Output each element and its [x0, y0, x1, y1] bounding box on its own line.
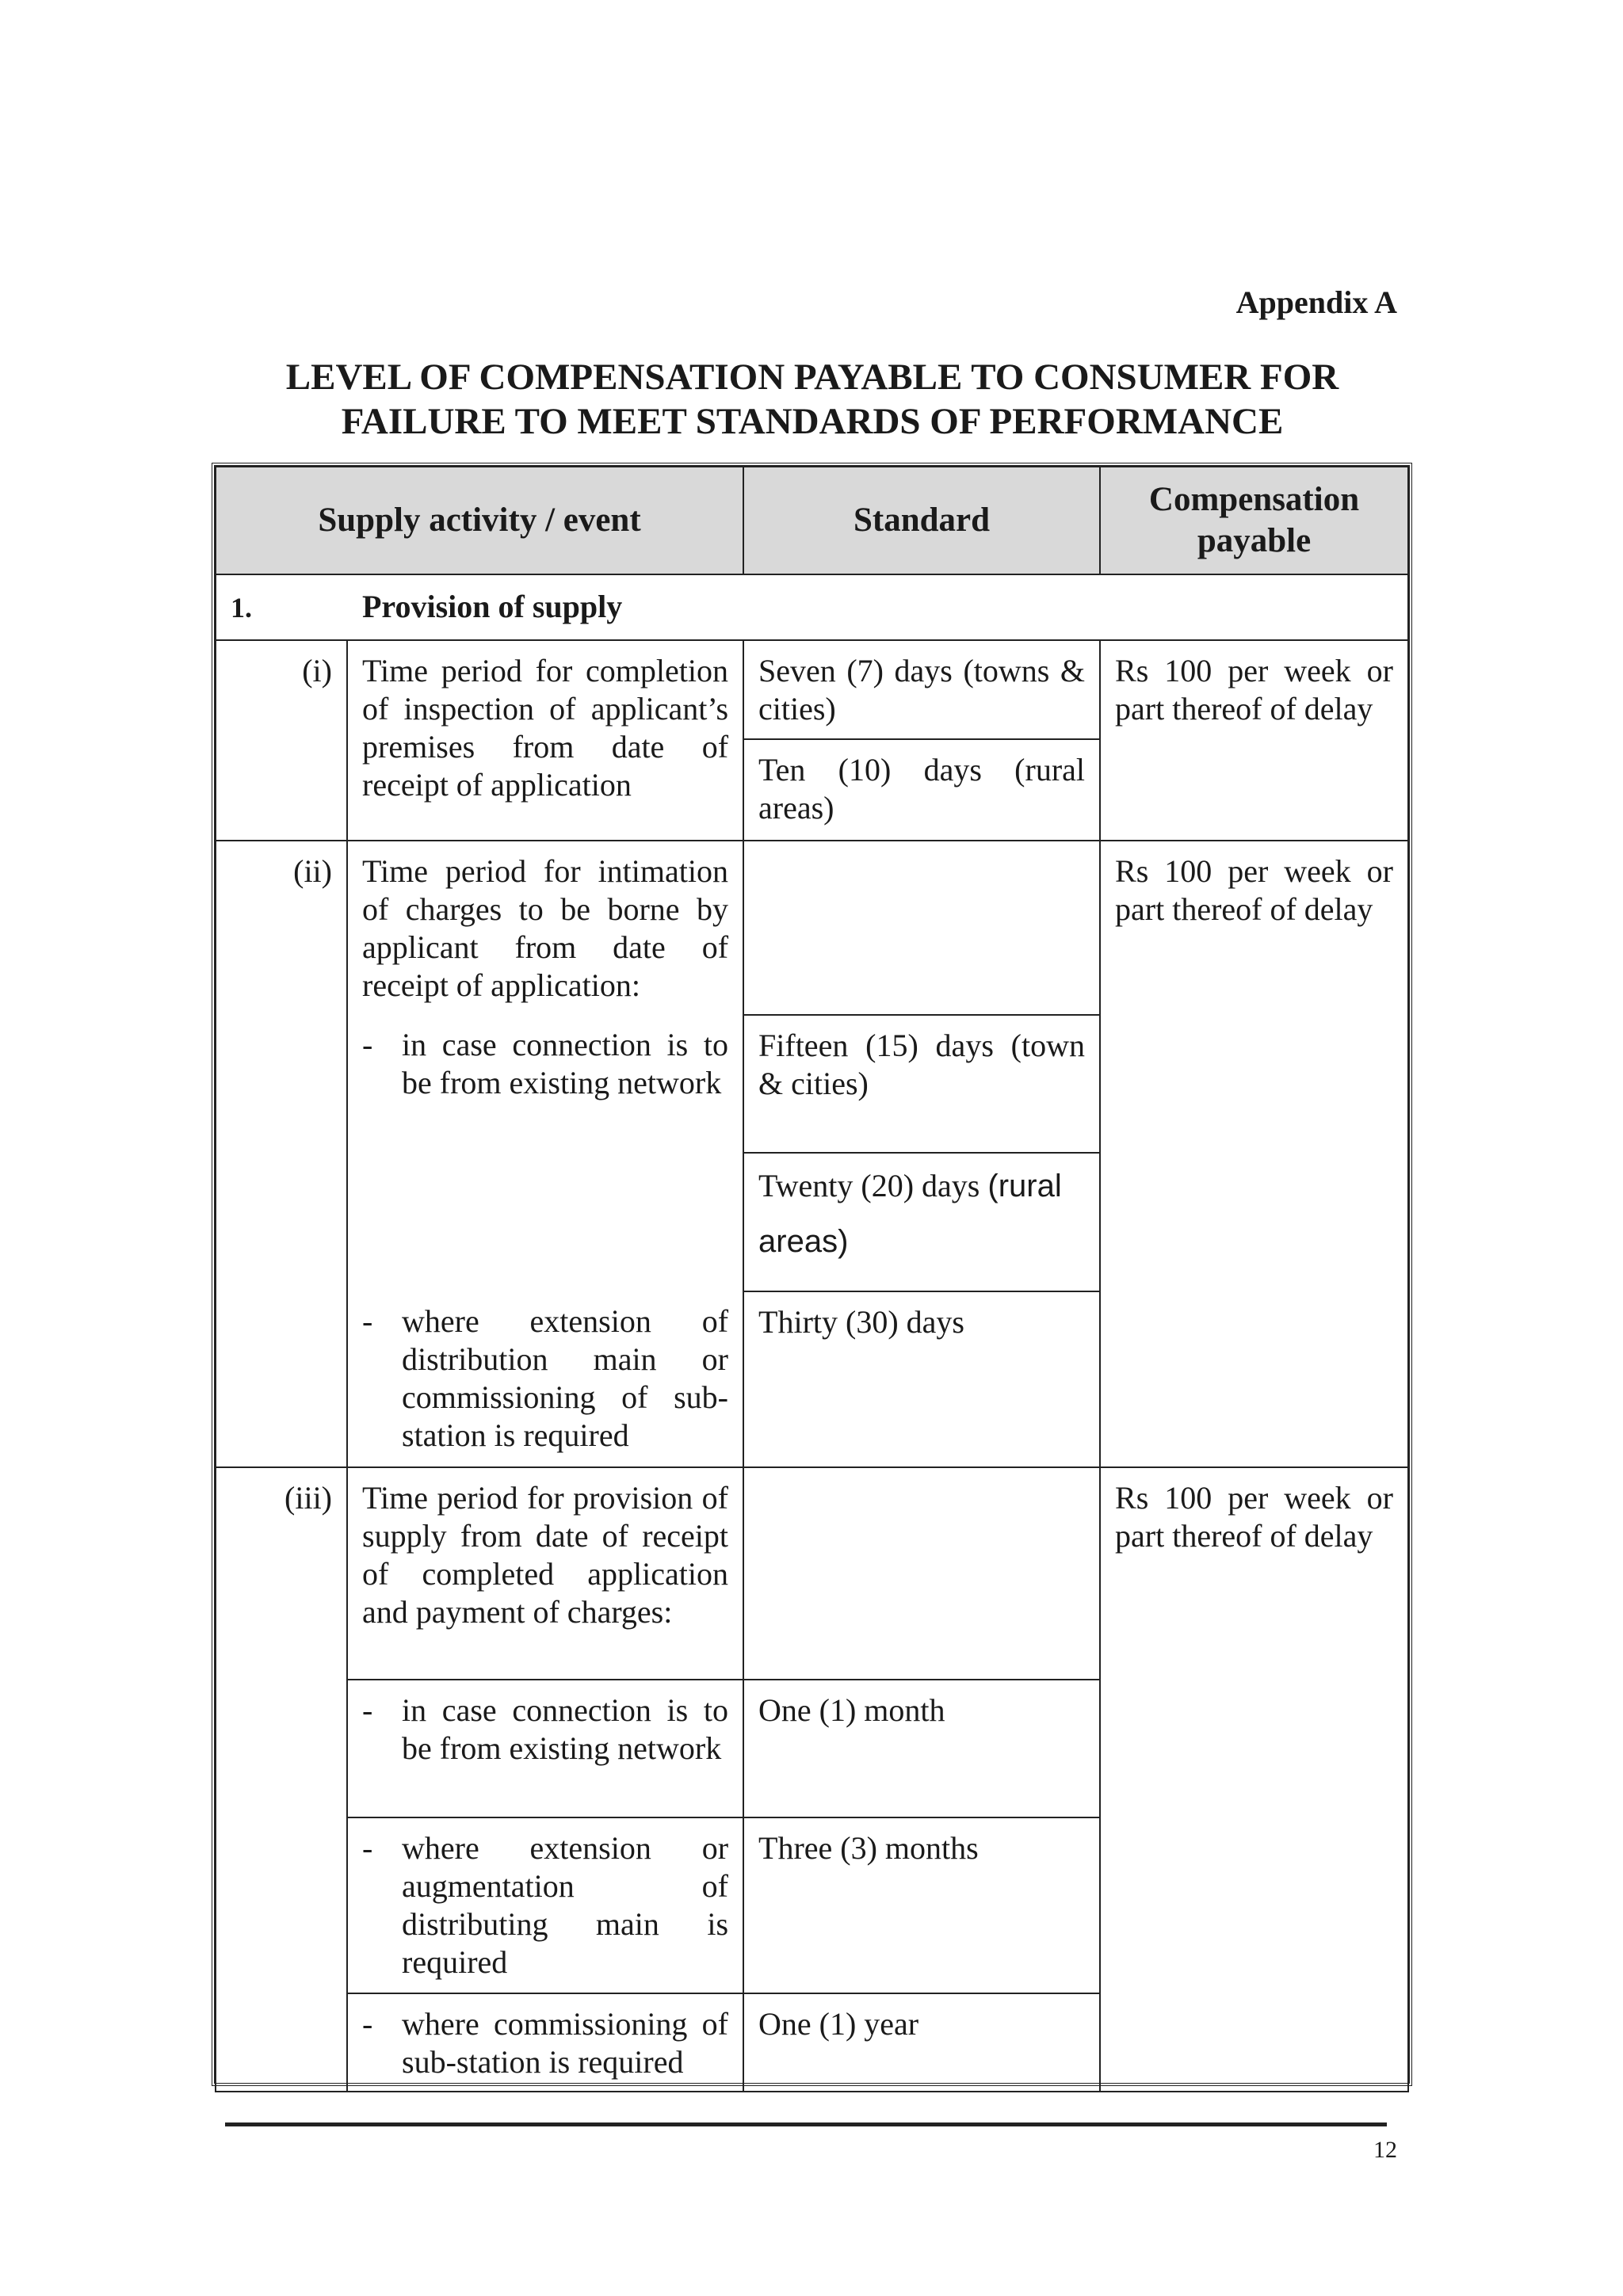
- row-ii-a: [216, 841, 1408, 1015]
- row-iii-sub-3-dash: -: [362, 2006, 373, 2042]
- row-iii-sub-2: [347, 1817, 743, 1993]
- section-number: 1.: [231, 592, 252, 624]
- row-ii-sub-1-dash: -: [362, 1027, 373, 1062]
- row-i-standard-2: Ten (10) days (rural areas): [743, 739, 1100, 841]
- header-row: [216, 467, 1408, 574]
- page-number: 12: [1373, 2137, 1397, 2163]
- row-ii-standard-2-a: Twenty (20) days: [758, 1168, 980, 1203]
- row-i-standard-1: Seven (7) days (towns & cities): [743, 640, 1100, 739]
- section-row: [216, 574, 1408, 640]
- row-ii-sub-2: [347, 1291, 743, 1467]
- row-ii-compensation: Rs 100 per week or part thereof of delay: [1100, 841, 1408, 1467]
- row-iii-compensation: Rs 100 per week or part thereof of delay: [1100, 1467, 1408, 2092]
- row-ii-standard-2: [743, 1153, 1100, 1291]
- compensation-table-grid: [215, 466, 1409, 2092]
- footer-rule: [225, 2122, 1387, 2126]
- row-ii-sub-2-text: where extension of distribution main or commissioning of sub-station is required: [402, 1303, 729, 1453]
- row-ii-sub-2-dash: -: [362, 1303, 373, 1339]
- row-iii-sub-1-dash: -: [362, 1692, 373, 1728]
- row-iii-standard-2: Three (3) months: [743, 1817, 1100, 1993]
- appendix-label: Appendix A: [1235, 284, 1397, 320]
- row-iii-sub-3-text: where commissioning of sub-station is required: [402, 2006, 729, 2080]
- title-line-2: FAILURE TO MEET STANDARDS OF PERFORMANCE: [341, 401, 1284, 442]
- title-line-1: LEVEL OF COMPENSATION PAYABLE TO CONSUMER FOR: [285, 357, 1339, 398]
- compensation-table: [212, 463, 1412, 2086]
- row-iii-sub-2-dash: -: [362, 1830, 373, 1866]
- row-iii-sub-3: [347, 1993, 743, 2092]
- header-activity: Supply activity / event: [216, 467, 743, 574]
- row-ii-standard-blank: [743, 841, 1100, 1015]
- row-iii-activity: Time period for provision of supply from date of receipt of completed application and payment of charges:: [347, 1467, 743, 1680]
- section-title: Provision of supply: [362, 589, 623, 624]
- section-cell: [216, 574, 1408, 640]
- row-iii-sub-2-text: where extension or augmentation of distributing main is required: [402, 1830, 729, 1980]
- row-iii-standard-blank: [743, 1467, 1100, 1680]
- row-iii-standard-3: One (1) year: [743, 1993, 1100, 2092]
- row-i-a: [216, 640, 1408, 739]
- row-ii-label: (ii): [216, 841, 347, 1467]
- row-ii-sub-1: [347, 1015, 743, 1291]
- row-ii-standard-2-b: (rural: [987, 1169, 1062, 1203]
- page-title: [214, 355, 1411, 444]
- row-ii-activity: Time period for intimation of charges to be borne by applicant from date of receipt of application:: [347, 841, 743, 1015]
- header-standard: Standard: [743, 467, 1100, 574]
- row-iii-a: [216, 1467, 1408, 1680]
- row-ii-standard-2-c: areas): [758, 1224, 849, 1259]
- row-iii-sub-1-text: in case connection is to be from existing network: [402, 1692, 729, 1766]
- row-ii-standard-3: Thirty (30) days: [743, 1291, 1100, 1467]
- row-ii-sub-1-text: in case connection is to be from existing network: [402, 1027, 729, 1100]
- row-i-compensation: Rs 100 per week or part thereof of delay: [1100, 640, 1408, 841]
- row-iii-standard-1: One (1) month: [743, 1680, 1100, 1817]
- row-i-label: (i): [216, 640, 347, 841]
- row-iii-sub-1: [347, 1680, 743, 1817]
- row-iii-label: (iii): [216, 1467, 347, 2092]
- row-i-activity: Time period for completion of inspection of applicant’s premises from date of receipt of application: [347, 640, 743, 841]
- row-ii-standard-1: Fifteen (15) days (town & cities): [743, 1015, 1100, 1153]
- header-compensation: Compensation payable: [1100, 467, 1408, 574]
